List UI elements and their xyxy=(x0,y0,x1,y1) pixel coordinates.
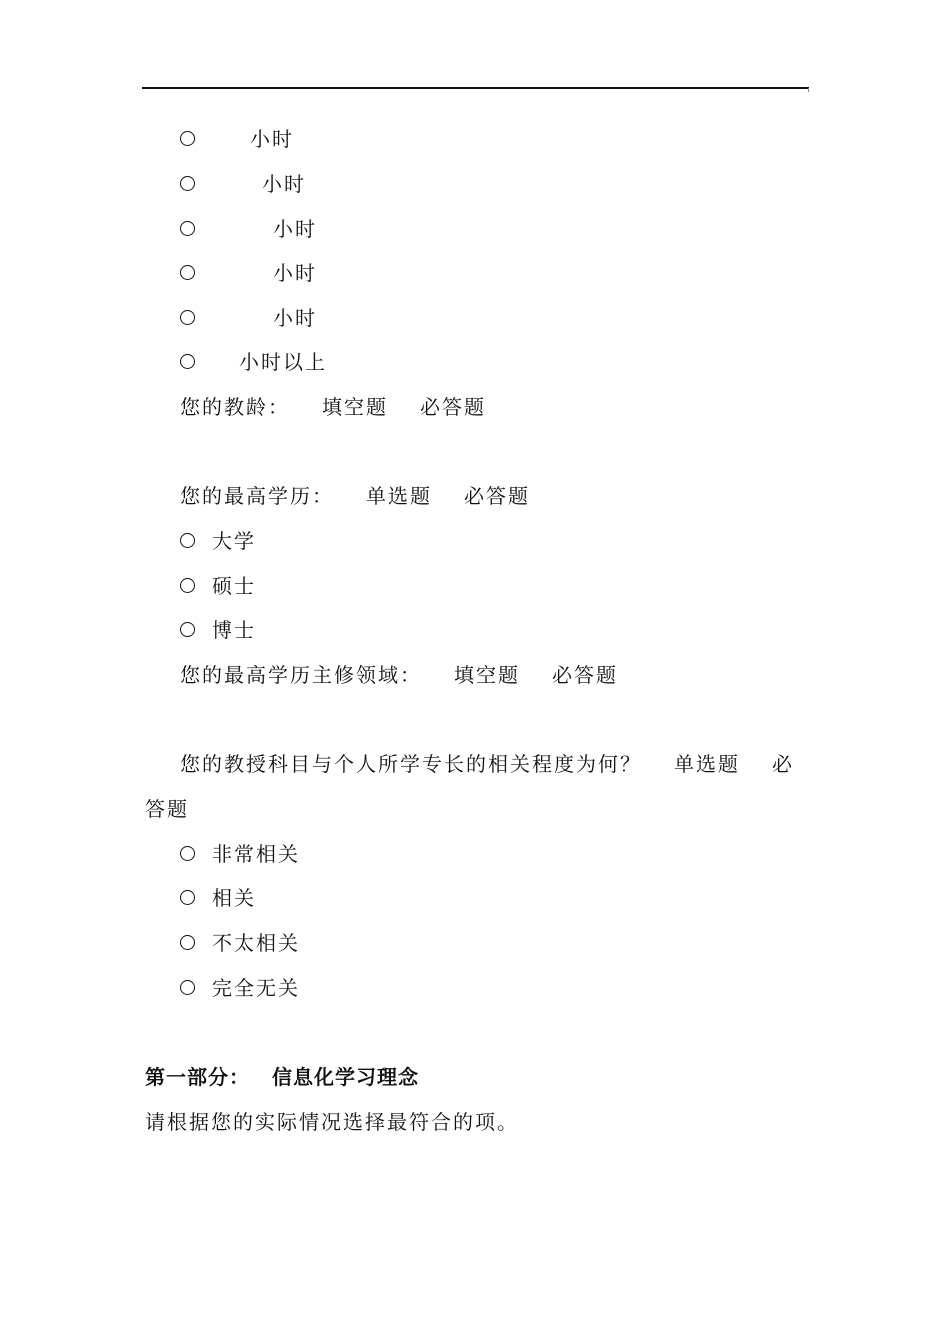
hours-option-6-label: 小时以上 xyxy=(239,350,327,374)
question-text: 您的最高学历： xyxy=(180,484,334,508)
required-badge-part2: 答题 xyxy=(145,797,189,821)
relevance-option-2-label: 相关 xyxy=(212,886,256,910)
required-badge: 必答题 xyxy=(420,395,486,419)
question-text: 您的教龄： xyxy=(180,395,290,419)
header-rule-end-mark xyxy=(808,88,809,92)
required-badge: 必答题 xyxy=(464,484,530,508)
hours-option-2-radio[interactable] xyxy=(180,176,195,191)
education-option-2-radio[interactable] xyxy=(180,578,195,593)
hours-option-2-label: 小时 xyxy=(262,172,306,196)
hours-option-4-label: 小时 xyxy=(273,261,317,285)
hours-option-4-radio[interactable] xyxy=(180,265,195,280)
hours-option-3-label: 小时 xyxy=(273,217,317,241)
relevance-option-1-label: 非常相关 xyxy=(212,842,300,866)
education-option-2-label: 硕士 xyxy=(212,574,256,598)
hours-option-6-radio[interactable] xyxy=(180,354,195,369)
question-text: 您的最高学历主修领域： xyxy=(180,663,422,687)
question-type-badge: 单选题 xyxy=(674,752,740,776)
question-education xyxy=(180,481,530,511)
hours-option-5-label: 小时 xyxy=(273,306,317,330)
question-type-badge: 填空题 xyxy=(454,663,520,687)
question-type-badge: 填空题 xyxy=(322,395,388,419)
education-option-3-label: 博士 xyxy=(212,618,256,642)
education-option-3-radio[interactable] xyxy=(180,622,195,637)
hours-option-3-radio[interactable] xyxy=(180,221,195,236)
question-relevance xyxy=(180,749,794,779)
question-text: 您的教授科目与个人所学专长的相关程度为何？ xyxy=(180,752,642,776)
relevance-option-4-label: 完全无关 xyxy=(212,976,300,1000)
relevance-option-3-radio[interactable] xyxy=(180,935,195,950)
question-teaching-years xyxy=(180,392,486,422)
question-major-field xyxy=(180,660,618,690)
relevance-option-4-radio[interactable] xyxy=(180,980,195,995)
hours-option-5-radio[interactable] xyxy=(180,310,195,325)
relevance-option-1-radio[interactable] xyxy=(180,846,195,861)
section-title: 信息化学习理念 xyxy=(272,1065,419,1089)
section-intro: 请根据您的实际情况选择最符合的项。 xyxy=(145,1110,519,1134)
required-badge-part1: 必 xyxy=(772,752,794,776)
header-rule xyxy=(142,87,809,89)
question-type-badge: 单选题 xyxy=(366,484,432,508)
hours-option-1-radio[interactable] xyxy=(180,131,195,146)
required-badge: 必答题 xyxy=(552,663,618,687)
hours-option-1-label: 小时 xyxy=(250,127,294,151)
relevance-option-2-radio[interactable] xyxy=(180,890,195,905)
section-heading xyxy=(145,1062,419,1092)
education-option-1-label: 大学 xyxy=(212,529,256,553)
education-option-1-radio[interactable] xyxy=(180,533,195,548)
relevance-option-3-label: 不太相关 xyxy=(212,931,300,955)
section-label: 第一部分： xyxy=(145,1065,250,1089)
